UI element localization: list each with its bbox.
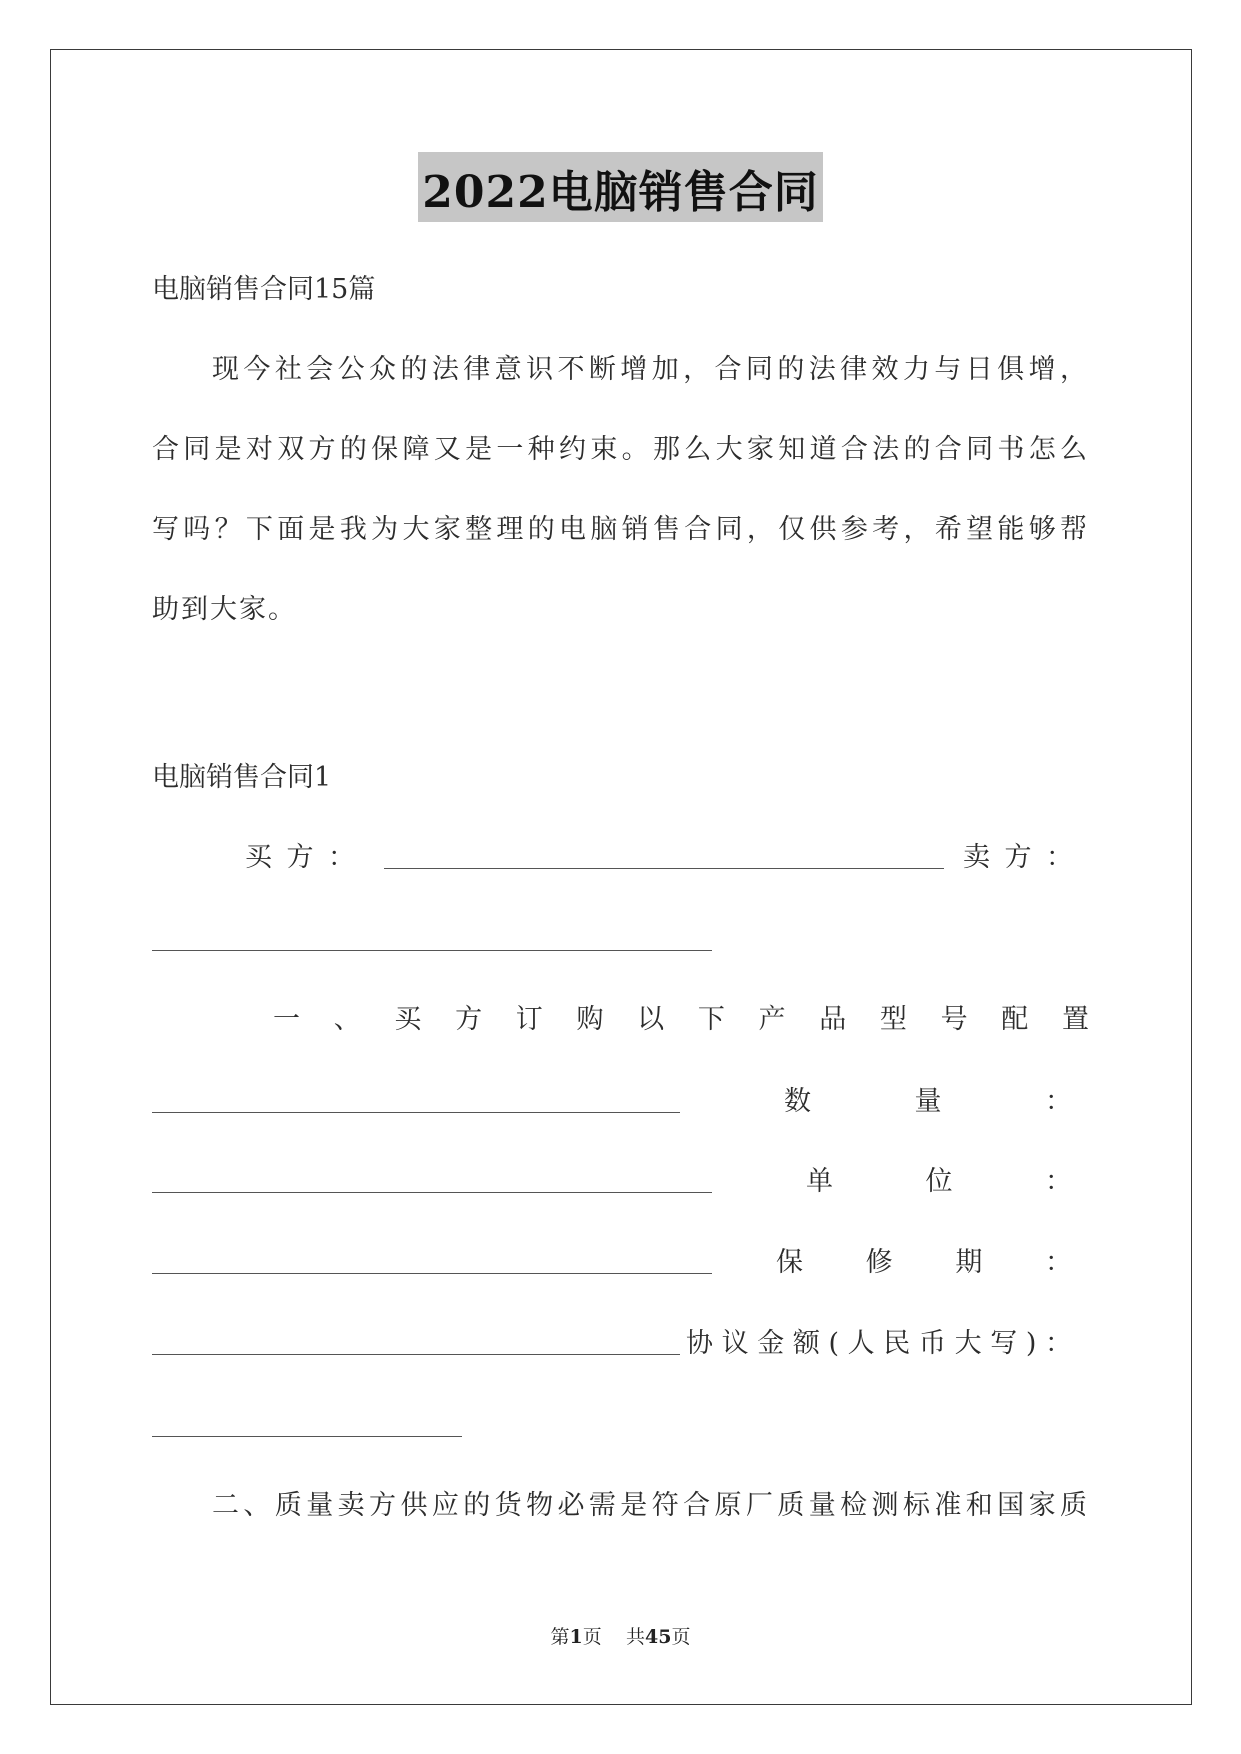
page-suffix: 页 xyxy=(582,1626,602,1648)
warranty-label: 保修期： xyxy=(776,1247,1072,1278)
buyer-label: 买方： xyxy=(245,842,355,873)
quantity-label: 数量： xyxy=(784,1086,1072,1117)
intro-line-1: 现今社会公众的法律意识不断增加，合同的法律效力与日俱增， xyxy=(212,354,1089,385)
section-title: 电脑销售合同1 xyxy=(152,762,332,793)
subtitle: 电脑销售合同15篇 xyxy=(152,274,376,305)
unit-blank xyxy=(152,1273,712,1274)
seller-blank xyxy=(152,950,712,951)
intro-line-2: 合同是对双方的保障又是一种约束。那么大家知道合法的合同书怎么 xyxy=(152,434,1089,465)
document-title-wrap xyxy=(0,152,1241,222)
item2-line: 二、质量卖方供应的货物必需是符合原厂质量检测标准和国家质 xyxy=(212,1490,1089,1521)
total-prefix: 共 xyxy=(625,1626,645,1648)
seller-label: 卖方： xyxy=(963,842,1073,873)
amount-label: 协议金额(人民币大写)： xyxy=(686,1328,1072,1359)
warranty-blank xyxy=(152,1354,680,1355)
page-footer xyxy=(0,1622,1241,1649)
buyer-blank xyxy=(384,868,944,869)
document-title: 2022电脑销售合同 xyxy=(418,152,822,222)
config-blank xyxy=(152,1112,680,1113)
intro-line-4: 助到大家。 xyxy=(152,594,297,625)
total-pages: 45 xyxy=(644,1626,672,1648)
total-suffix: 页 xyxy=(671,1626,691,1648)
quantity-blank xyxy=(152,1192,712,1193)
amount-blank xyxy=(152,1436,462,1437)
page-number: 1 xyxy=(569,1626,583,1648)
page-prefix: 第 xyxy=(550,1626,570,1648)
unit-label: 单位： xyxy=(806,1166,1072,1197)
intro-line-3: 写吗？下面是我为大家整理的电脑销售合同，仅供参考，希望能够帮 xyxy=(152,514,1089,545)
item1-label: 一、买方订购以下产品型号配置 xyxy=(273,1004,1089,1035)
